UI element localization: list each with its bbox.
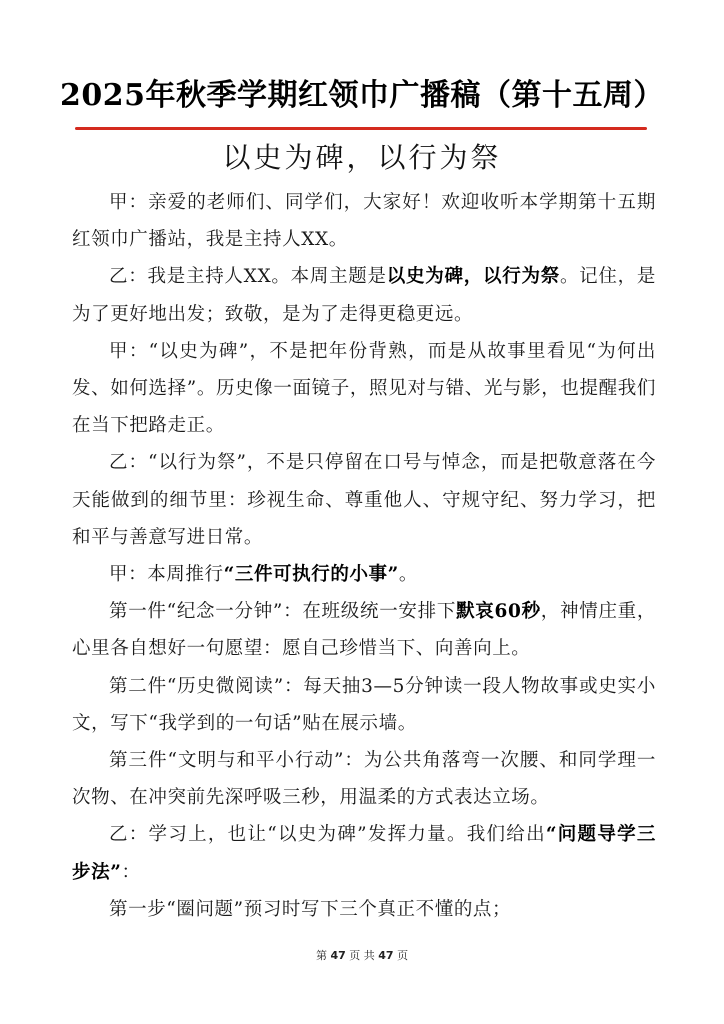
footer-total-pages: 47 bbox=[378, 949, 394, 962]
paragraph-text: 。 bbox=[398, 564, 419, 586]
paragraph-text: 乙：“以行为祭”，不是只停留在口号与悼念，而是把敬意落在今天能做到的细节里：珍视生命、尊重他人、守规守纪、努力学习，把和平与善意写进日常。 bbox=[72, 452, 656, 548]
paragraph bbox=[72, 444, 656, 556]
emphasis-text: “问题导学三步法” bbox=[72, 824, 656, 883]
paragraph-text: 第三件“文明与和平小行动”：为公共角落弯一次腰、和同学理一次物、在冲突前先深呼吸三秒，用温柔的方式表达立场。 bbox=[72, 750, 656, 809]
footer-suffix: 页 bbox=[397, 949, 409, 962]
emphasis-text: 默哀60秒 bbox=[456, 601, 541, 623]
paragraph-text: ，神情庄重，心里各自想好一句愿望：愿自己珍惜当下、向善向上。 bbox=[72, 601, 656, 660]
document-body bbox=[72, 184, 656, 928]
paragraph-text: 第二件“历史微阅读”：每天抽3—5分钟读一段人物故事或史实小文，写下“我学到的一句话”贴在展示墙。 bbox=[72, 675, 656, 734]
document-title: 2025年秋季学期红领巾广播稿（第十五周） bbox=[60, 78, 664, 113]
emphasis-text: “三件可执行的小事” bbox=[223, 564, 399, 586]
paragraph bbox=[72, 891, 656, 928]
footer-middle: 页 共 bbox=[349, 949, 375, 962]
document-subtitle: 以史为碑，以行为祭 bbox=[222, 141, 502, 174]
paragraph-text: 乙：学习上，也让“以史为碑”发挥力量。我们给出 bbox=[109, 824, 546, 846]
paragraph-text: 甲：“以史为碑”，不是把年份背熟，而是从故事里看见“为何出发、如何选择”。历史像一面镜子，照见对与错、光与影，也提醒我们在当下把路走正。 bbox=[72, 340, 656, 437]
paragraph-text: 乙：我是主持人XX。本周主题是 bbox=[109, 266, 387, 288]
paragraph bbox=[72, 333, 656, 445]
paragraph bbox=[72, 742, 656, 816]
title-divider bbox=[75, 127, 647, 130]
footer-current-page: 47 bbox=[330, 949, 346, 962]
paragraph-text: ： bbox=[121, 861, 141, 883]
paragraph bbox=[72, 184, 656, 258]
paragraph-text: 第一步“圈问题”预习时写下三个真正不懂的点； bbox=[109, 898, 512, 920]
page-footer bbox=[0, 948, 724, 964]
emphasis-text: 以史为碑，以行为祭 bbox=[386, 266, 560, 288]
paragraph-text: 甲：亲爱的老师们、同学们，大家好！欢迎收听本学期第十五期红领巾广播站，我是主持人XX。 bbox=[72, 192, 656, 251]
paragraph-text: 第一件“纪念一分钟”：在班级统一安排下 bbox=[109, 601, 457, 623]
paragraph bbox=[72, 556, 656, 593]
paragraph-text: 甲：本周推行 bbox=[109, 564, 224, 586]
footer-prefix: 第 bbox=[315, 949, 327, 962]
paragraph bbox=[72, 668, 656, 742]
paragraph-text: 。记住，是为了更好地出发；致敬，是为了走得更稳更远。 bbox=[72, 266, 656, 325]
paragraph bbox=[72, 258, 656, 332]
paragraph bbox=[72, 816, 656, 890]
paragraph bbox=[72, 593, 656, 667]
